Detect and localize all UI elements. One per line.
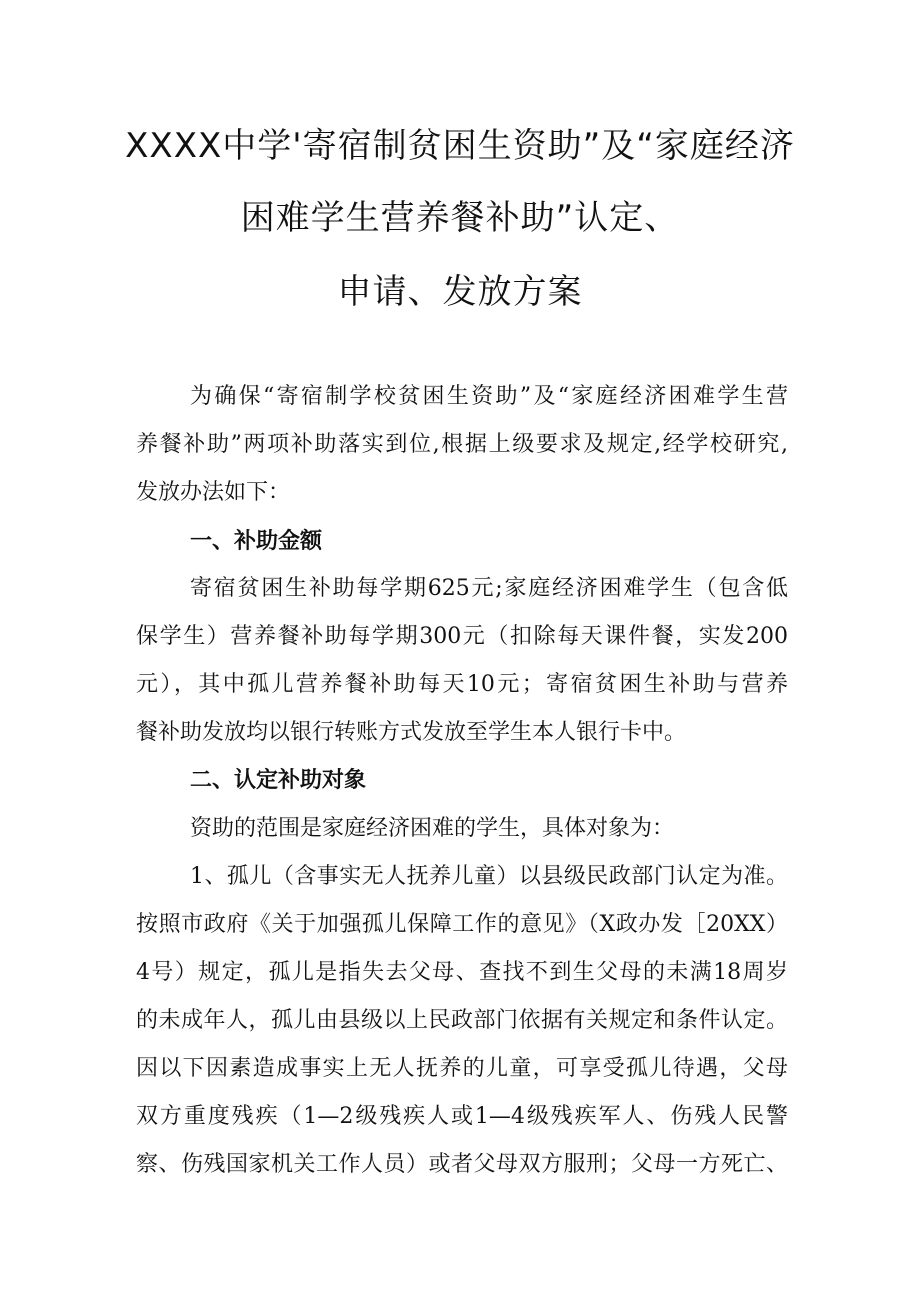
item-1-line-6: 双方重度残疾（1—2级残疾人或1—4级残疾军人、伤残人民警 <box>136 1104 788 1129</box>
item-1-line-2: 按照市政府《关于加强孤儿保障工作的意见》（X政办发［20XX） <box>136 912 788 937</box>
item-1-line-3: 4号）规定，孤儿是指失去父母、查找不到生父母的未满18周岁 <box>136 960 788 985</box>
section-1-line-4: 餐补助发放均以银行转账方式发放至学生本人银行卡中。 <box>136 720 687 745</box>
item-1-line-4: 的未成年人，孤儿由县级以上民政部门依据有关规定和条件认定。 <box>136 1008 788 1033</box>
section-1-line-3: 元），其中孤儿营养餐补助每天10元；寄宿贫困生补助与营养 <box>136 672 788 697</box>
intro-line-2: 养餐补助”两项补助落实到位,根据上级要求及规定,经学校研究, <box>136 432 788 457</box>
section-2-scope-line: 资助的范围是家庭经济困难的学生，具体对象为： <box>190 816 675 841</box>
document-title-line-2: 困难学生营养餐补助”认定、 <box>240 198 680 238</box>
item-1-line-5: 因以下因素造成事实上无人抚养的儿童，可享受孤儿待遇，父母 <box>136 1056 788 1081</box>
intro-line-1: 为确保“寄宿制学校贫困生资助”及“家庭经济困难学生营 <box>190 384 788 409</box>
intro-line-3: 发放办法如下： <box>136 480 291 505</box>
item-1-line-1: 1、孤儿（含事实无人抚养儿童）以县级民政部门认定为准。 <box>190 864 788 889</box>
document-title-line-1: XXXX中学'寄宿制贫困生资助”及“家庭经济 <box>125 126 795 166</box>
section-1-heading: 一、补助金额 <box>190 529 323 554</box>
item-1-line-7: 察、伤残国家机关工作人员）或者父母双方服刑；父母一方死亡、 <box>136 1152 788 1177</box>
section-2-heading: 二、认定补助对象 <box>190 768 367 793</box>
section-1-line-1: 寄宿贫困生补助每学期625元;家庭经济困难学生（包含低 <box>190 576 788 601</box>
document-title-line-3: 申请、发放方案 <box>337 272 583 312</box>
section-1-line-2: 保学生）营养餐补助每学期300元（扣除每天课件餐，实发200 <box>136 624 788 649</box>
